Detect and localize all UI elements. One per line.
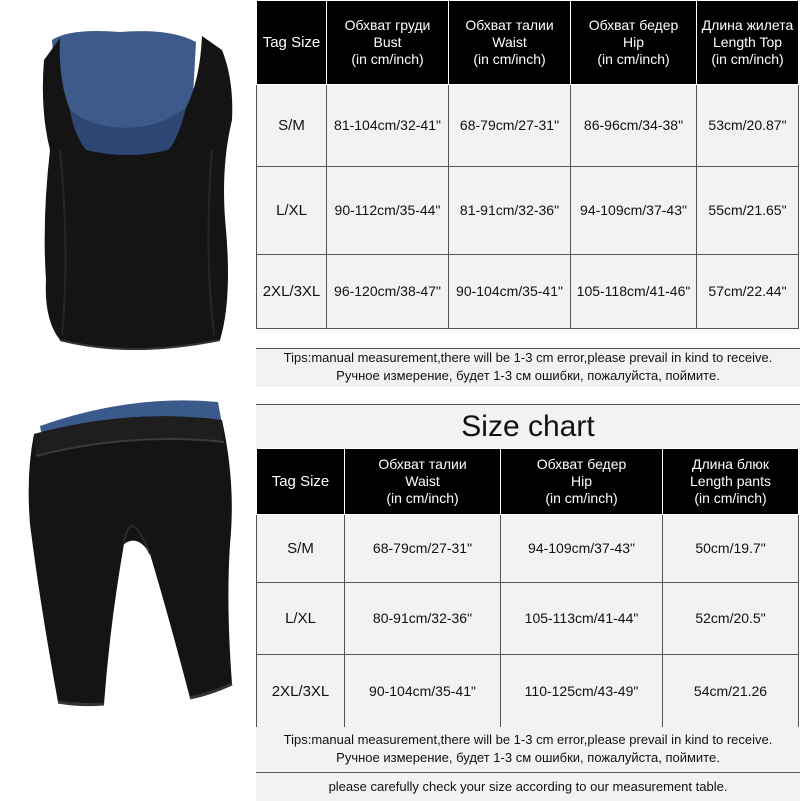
table-cell: 96-120cm/38-47": [327, 255, 449, 329]
tips-english: Tips:manual measurement,there will be 1-3 cm error,please prevail in kind to receive.: [283, 350, 773, 365]
table-cell: 50cm/19.7": [663, 515, 799, 583]
table-cell: 90-112cm/35-44": [327, 167, 449, 255]
table-cell: 68-79cm/27-31": [345, 515, 501, 583]
size-cell: 2XL/3XL: [257, 655, 345, 728]
table-row: [257, 255, 799, 329]
table-cell: 90-104cm/35-41": [449, 255, 571, 329]
table-cell: 52cm/20.5": [663, 583, 799, 655]
header-cell: Tag Size: [257, 449, 345, 515]
size-chart-title: Size chart: [256, 404, 800, 449]
shorts-product-image: [0, 384, 256, 800]
table-cell: 94-109cm/37-43": [501, 515, 663, 583]
table-cell: 86-96cm/34-38": [571, 85, 697, 167]
header-cell: Обхват талии Waist (in cm/inch): [345, 449, 501, 515]
size-cell: S/M: [257, 515, 345, 583]
size-cell: S/M: [257, 85, 327, 167]
top-size-table: [256, 0, 799, 329]
table-cell: 105-113cm/41-44": [501, 583, 663, 655]
pants-tips: [256, 727, 800, 772]
table-row: [257, 583, 799, 655]
table-cell: 53cm/20.87": [697, 85, 799, 167]
size-cell: L/XL: [257, 167, 327, 255]
table-cell: 68-79cm/27-31": [449, 85, 571, 167]
header-cell: Обхват бедер Hip (in cm/inch): [571, 1, 697, 85]
header-row: [257, 449, 799, 515]
tips-russian: Ручное измерение, будет 1-3 см ошибки, пожалуйста, поймите.: [336, 750, 720, 765]
header-row: [257, 1, 799, 85]
table-cell: 105-118cm/41-46": [571, 255, 697, 329]
table-cell: 81-91cm/32-36": [449, 167, 571, 255]
tips-english: Tips:manual measurement,there will be 1-3 cm error,please prevail in kind to receive.: [283, 732, 773, 747]
top-tips: [256, 348, 800, 387]
tips-russian: Ручное измерение, будет 1-3 см ошибки, пожалуйста, поймите.: [336, 368, 720, 383]
table-cell: 81-104cm/32-41": [327, 85, 449, 167]
vest-product-image: [0, 0, 256, 384]
size-cell: L/XL: [257, 583, 345, 655]
size-cell: 2XL/3XL: [257, 255, 327, 329]
table-cell: 57cm/22.44": [697, 255, 799, 329]
header-cell: Длина жилета Length Top (in cm/inch): [697, 1, 799, 85]
table-cell: 94-109cm/37-43": [571, 167, 697, 255]
header-cell: Обхват бедер Hip (in cm/inch): [501, 449, 663, 515]
measurement-note: please carefully check your size according to our measurement table.: [256, 772, 800, 801]
table-row: [257, 655, 799, 728]
table-row: [257, 167, 799, 255]
table-cell: 90-104cm/35-41": [345, 655, 501, 728]
header-cell: Обхват талии Waist (in cm/inch): [449, 1, 571, 85]
header-cell: Tag Size: [257, 1, 327, 85]
table-cell: 80-91cm/32-36": [345, 583, 501, 655]
table-row: [257, 85, 799, 167]
table-cell: 55cm/21.65": [697, 167, 799, 255]
table-row: [257, 515, 799, 583]
header-cell: Обхват груди Bust (in cm/inch): [327, 1, 449, 85]
pants-size-table: [256, 448, 799, 728]
table-cell: 54cm/21.26: [663, 655, 799, 728]
table-cell: 110-125cm/43-49": [501, 655, 663, 728]
header-cell: Длина блюк Length pants (in cm/inch): [663, 449, 799, 515]
